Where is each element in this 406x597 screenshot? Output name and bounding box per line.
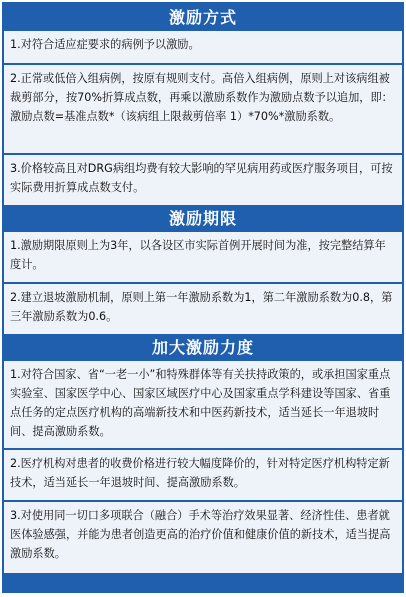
section-incentive-period xyxy=(4,205,402,334)
section-increase-incentive xyxy=(4,334,402,573)
section-incentive-method xyxy=(4,4,402,205)
list-item: 3.价格较高且对DRG病组均费有较大影响的罕见病用药或医疗服务项目，可按实际费用折算成点数支付。 xyxy=(4,155,402,205)
list-item: 1.对符合国家、省“一老一小”和特殊群体等有关扶持政策的，或承担国家重点实验室、国家医学中心、国家区域医疗中心及国家重点学科建设等国家、省重点任务的定点医疗机构的高端新技术和中医药新技术，适当延长一年退坡时间、提高激励系数。 xyxy=(4,361,402,448)
list-item: 1.激励期限原则上为3年，以各设区市实际首例开展时间为准，按完整结算年度计。 xyxy=(4,232,402,282)
list-item: 1.对符合适应症要求的病例予以激励。 xyxy=(4,31,402,63)
policy-card xyxy=(2,2,404,593)
section-title: 激励方式 xyxy=(4,4,402,31)
section-title: 加大激励力度 xyxy=(4,334,402,361)
list-item: 2.建立退坡激励机制，原则上第一年激励系数为1，第二年激励系数为0.8，第三年激励系数为0.6。 xyxy=(4,284,402,334)
list-item: 2.正常或低倍入组病例，按原有规则支付。高倍入组病例，原则上对该病组被裁剪部分，按70%折算成点数，再乘以激励系数作为激励点数予以追加，即：激励点数=基准点数*（该病组上限裁剪倍率 1）*70%*激励系数。 xyxy=(4,65,402,153)
section-title: 激励期限 xyxy=(4,205,402,232)
list-item: 2.医疗机构对患者的收费价格进行较大幅度降价的，针对特定医疗机构特定新技术，适当延长一年退坡时间、提高激励系数。 xyxy=(4,450,402,500)
list-item: 3.对使用同一切口多项联合（融合）手术等治疗效果显著、经济性佳、患者就医体验感强，并能为患者创造更高的治疗价值和健康价值的新技术，适当提高激励系数。 xyxy=(4,502,402,573)
